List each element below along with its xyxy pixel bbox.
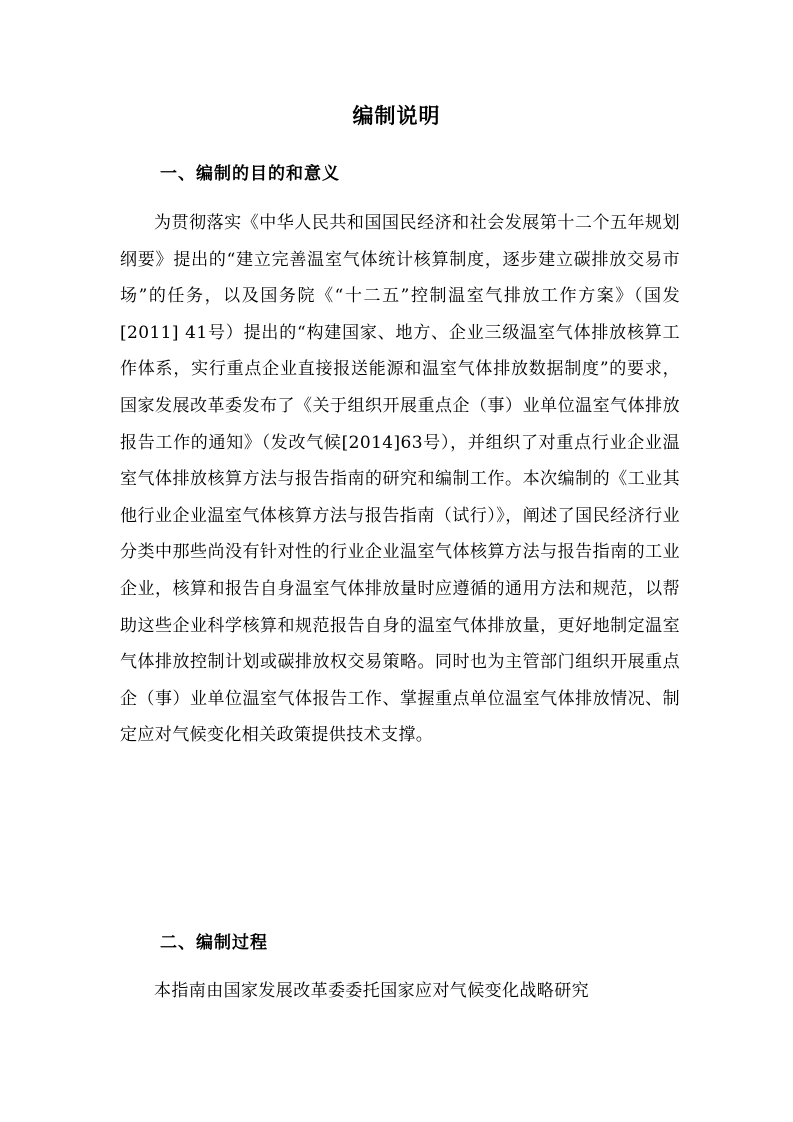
section-body-process: 本指南由国家发展改革委委托国家应对气候变化战略研究 xyxy=(154,981,589,1001)
section-body-purpose: 为贯彻落实《中华人民共和国国民经济和社会发展第十二个五年规划纲要》提出的“建立完善温室气体统计核算制度，逐步建立碳排放交易市场”的任务，以及国务院《“十二五”控制温室气排放工作方案》（国发[2011] 41号）提出的“构建国家、地方、企业三级温室气体排放核算工作体系，实行重点企业直接报送能源和温室气体排放数据制度”的要求，国家发展改革委发布了《关于组织开展重点企（事）业单位温室气体排放报告工作的通知》（发改气候[2014]63号），并组织了对重点行业企业温室气体排放核算方法与报告指南的研究和编制工作。本次编制的《工业其他行业企业温室气体核算方法与报告指南（试行）》，阐述了国民经济行业分类中那些尚没有针对性的行业企业温室气体核算方法与报告指南的工业企业，核算和报告自身温室气体排放量时应遵循的通用方法和规范，以帮助这些企业科学核算和规范报告自身的温室气体排放量，更好地制定温室气体排放控制计划或碳排放权交易策略。同时也为主管部门组织开展重点企（事）业单位温室气体报告工作、掌握重点单位温室气体排放情况、制定应对气候变化相关政策提供技术支撑。 xyxy=(120,213,680,746)
section-heading-purpose: 一、编制的目的和意义 xyxy=(160,164,340,184)
document-title: 编制说明 xyxy=(352,104,441,128)
section-heading-process: 二、编制过程 xyxy=(160,933,268,953)
